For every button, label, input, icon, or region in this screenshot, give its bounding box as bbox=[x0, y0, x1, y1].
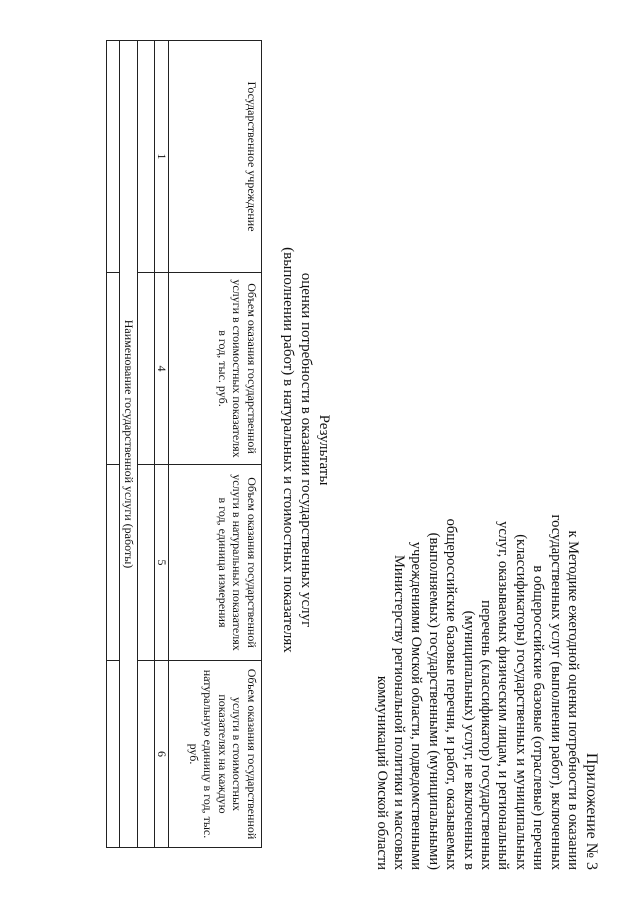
results-table bbox=[107, 40, 263, 848]
table-cell bbox=[138, 41, 155, 273]
column-number: 4 bbox=[155, 273, 169, 465]
appendix-line: услуг, оказываемых физическим лицам, и региональный bbox=[495, 521, 512, 870]
column-number: 1 bbox=[155, 41, 169, 273]
table-cell bbox=[138, 661, 155, 848]
appendix-line: к Методике ежегодной оценки потребности в оказании bbox=[565, 530, 581, 870]
column-number: 5 bbox=[155, 465, 169, 661]
table-cell bbox=[138, 465, 155, 661]
appendix-line: коммуникаций Омской области bbox=[373, 675, 390, 870]
header-unit-cost: Объем оказания государственной услуги в стоимостных показателях на каждую натуральную единицу в год, тыс. руб. bbox=[169, 661, 262, 848]
appendix-line: государственных услуг (выполнении работ), включенных bbox=[547, 514, 564, 870]
appendix-title: Приложение № 3 bbox=[583, 752, 600, 870]
section-row bbox=[120, 41, 138, 848]
table-cell bbox=[107, 41, 120, 273]
table-header-row bbox=[169, 41, 262, 848]
heading-line-3: (выполнении работ) в натуральных и стоимостных показателях bbox=[280, 247, 296, 653]
column-number: 6 bbox=[155, 661, 169, 848]
table-cell bbox=[107, 273, 120, 465]
appendix-line: Министерству региональной политики и массовых bbox=[390, 554, 407, 870]
table-cell bbox=[107, 661, 120, 848]
column-number-row bbox=[155, 41, 169, 848]
appendix-line: (муниципальных) услуг, не включенных в bbox=[460, 610, 477, 870]
table-cell bbox=[138, 273, 155, 465]
header-cost-volume: Объем оказания государственной услуги в стоимостных показателях в год, тыс. руб. bbox=[169, 273, 262, 465]
appendix-line: общероссийские базовые перечни, и работ, оказываемых bbox=[443, 518, 460, 870]
appendix-line: учреждениями Омской области, подведомственными bbox=[408, 541, 425, 870]
table-row bbox=[107, 41, 120, 848]
heading-line-2: оценки потребности в оказании государственных услуг bbox=[298, 272, 314, 628]
appendix-line: (выполняемых) государственными (муниципальными) bbox=[425, 532, 442, 870]
header-natural-volume: Объем оказания государственной услуги в натуральных показателях в год, единица измерения bbox=[169, 465, 262, 661]
appendix-line: перечень (классификатор) государственных bbox=[477, 600, 494, 870]
table-row bbox=[138, 41, 155, 848]
header-institution: Государственное учреждение bbox=[169, 41, 262, 273]
document-heading bbox=[279, 120, 333, 780]
table-cell bbox=[107, 465, 120, 661]
section-label: Наименование государственной услуги (работы) bbox=[120, 41, 138, 848]
appendix-header bbox=[372, 405, 601, 870]
appendix-line: (классификаторы) государственных и муниципальных bbox=[512, 534, 529, 870]
heading-line-1: Результаты bbox=[316, 414, 332, 486]
appendix-line: в общероссийские базовые (отраслевые) перечни bbox=[530, 565, 547, 870]
